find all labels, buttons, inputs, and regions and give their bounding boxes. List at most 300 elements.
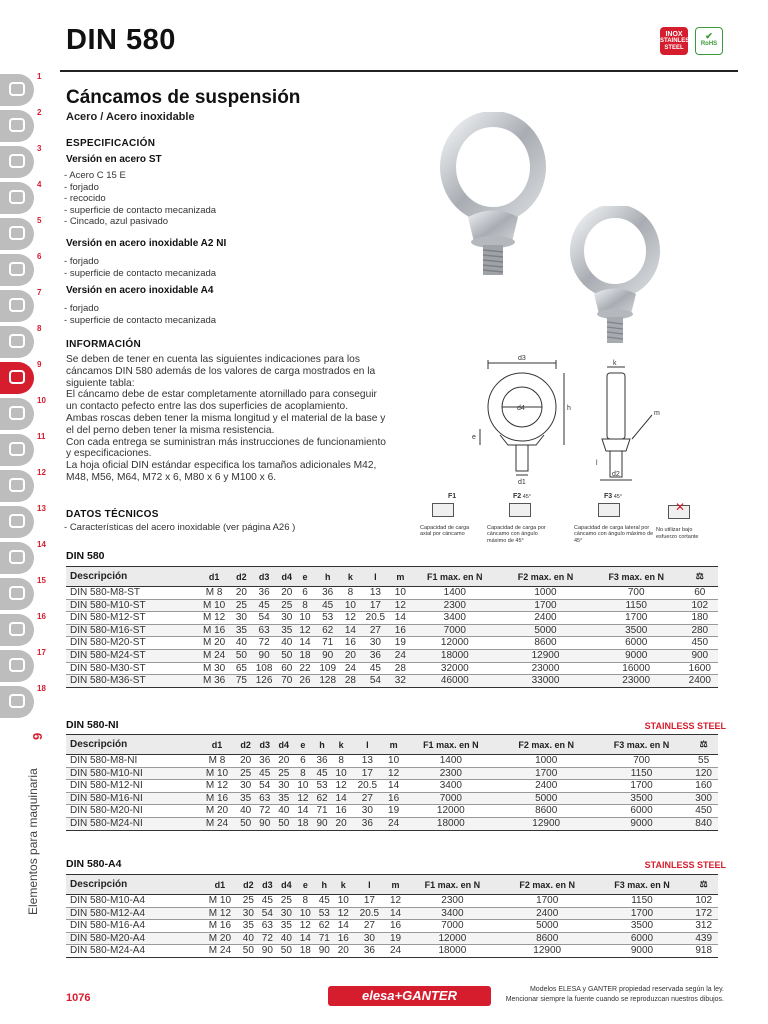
category-icon [9,550,25,564]
sidenav-tab-13[interactable] [0,504,46,540]
table-cell: 8 [296,599,314,612]
v2-list [64,256,216,279]
table-cell: 280 [682,624,718,637]
load-text-f3: Capacidad de carga lateral por cáncamo con ángulo máximo de 45° [574,524,654,544]
copyright-note [494,985,724,1005]
sidenav-tab-9[interactable] [0,360,40,396]
table-cell: 72 [255,805,274,818]
column-header: e [296,567,314,587]
sidenav-tab-1[interactable] [0,72,40,108]
table-cell: 2300 [409,599,500,612]
table-cell: 102 [689,895,718,908]
table-cell: 5000 [500,624,591,637]
table-row [66,755,718,768]
table-cell: 1150 [594,767,689,780]
tab-number: 1 [37,72,42,81]
table-cell: 20 [332,817,351,830]
table-cell: 28 [391,662,409,675]
inox-badge-label: INOX [665,31,683,38]
table-cell: 50 [236,817,255,830]
dim-m: m [654,410,660,417]
table-cell: M 8 [196,587,232,600]
load-icon-angle [487,494,555,544]
table-cell: 18000 [405,945,500,958]
column-header: ⚖ [689,735,718,755]
table-row [66,767,718,780]
table-cell: 14 [334,920,353,933]
table-cell: 24 [391,649,409,662]
sidenav-tab-14[interactable] [0,540,46,576]
table-row [66,805,718,818]
tech-title: DATOS TÉCNICOS [66,509,159,520]
table-din580-a4 [66,874,718,958]
table-cell: 36 [312,755,331,768]
column-header: m [386,875,405,895]
table-cell: 312 [689,920,718,933]
table-cell: 71 [312,805,331,818]
table-cell: M 20 [201,932,239,945]
table-cell: 53 [312,780,331,793]
inox-badge-line3: STEEL [664,45,684,51]
table-cell: 75 [232,675,250,688]
column-header: l [351,735,384,755]
brand-logo: elesa+GANTER [328,986,491,1006]
page-title: DIN 580 [66,24,176,56]
table-cell: 7000 [403,792,498,805]
sidenav-tab-7[interactable] [0,288,40,324]
table-cell: 8 [341,587,359,600]
tab-number: 10 [37,396,46,405]
tab-number: 3 [37,144,42,153]
category-icon [9,406,25,420]
table-cell: 2400 [500,612,591,625]
table-cell: 10 [296,612,314,625]
info-line: Ambas roscas deben tener la misma longitud y el material de la base y el del perno deben tener la misma resistencia. [66,412,386,436]
sidenav-tab-18[interactable] [0,684,46,720]
info-line: Se deben de tener en cuenta las siguientes indicaciones para los cáncamos DIN 580 además de los valores de carga mostrados en la siguiente tabla: [66,354,376,389]
category-icon [9,370,25,384]
load-label-f1: F1 [448,493,457,500]
table-cell: 35 [274,792,293,805]
table-cell: 16 [332,805,351,818]
table-title-st: DIN 580 [66,550,105,562]
table-cell: 30 [236,780,255,793]
table-cell: 30 [232,612,250,625]
table-cell: 12 [334,907,353,920]
category-icon [9,622,25,636]
table-cell: 90 [255,817,274,830]
table-cell: 60 [278,662,296,675]
table-cell: 12 [296,624,314,637]
table-cell: 840 [689,817,718,830]
column-header: d4 [274,735,293,755]
table-cell: 10 [293,780,312,793]
table-cell: 40 [277,932,296,945]
dim-h: h [567,405,571,412]
table-cell: 17 [359,599,391,612]
category-icon [9,226,25,240]
table-row [66,587,718,600]
column-header: h [314,567,341,587]
dim-d4: d4 [517,405,525,412]
table-cell: M 10 [198,767,236,780]
table-cell: M 12 [198,780,236,793]
table-cell: 40 [232,637,250,650]
table-cell: 65 [232,662,250,675]
table-cell: 20 [236,755,255,768]
info-line: Con cada entrega se suministran más instrucciones de funcionamiento y especificaciones. [66,436,386,460]
table-cell: 20 [274,755,293,768]
sidenav-tab-2[interactable] [0,108,40,144]
sidenav-tab-15[interactable] [0,576,46,612]
sidenav-tab-12[interactable] [0,468,46,504]
table-cell: M 16 [198,792,236,805]
column-header: m [391,567,409,587]
table-cell: 50 [232,649,250,662]
table-cell: DIN 580-M20-ST [66,637,196,650]
table-cell: 1150 [595,895,690,908]
table-cell: 25 [232,599,250,612]
table-cell: 63 [250,624,277,637]
table-cell: 6000 [595,932,690,945]
info-line: El cáncamo debe de estar completamente atornillado para conseguir un contacto pefecto entre las dos superficies de acoplamiento. [66,389,377,413]
dim-k: k [613,360,617,367]
table-cell: 35 [277,920,296,933]
table-cell: 18 [296,649,314,662]
table-cell: 63 [258,920,277,933]
table-cell: 40 [274,805,293,818]
load-text-f1: Capacidad de carga axial por cáncamo [420,524,470,537]
column-header: d2 [239,875,258,895]
table-cell: 35 [278,624,296,637]
table-cell: 12 [384,767,403,780]
table-cell: 45 [312,767,331,780]
tab-number: 4 [37,180,42,189]
table-cell: 63 [255,792,274,805]
table-cell: 71 [315,932,334,945]
sidenav-tab-5[interactable] [0,216,40,252]
table-cell: 3400 [405,907,500,920]
table-title-ni: DIN 580-NI [66,719,119,731]
table-cell: 700 [594,755,689,768]
stainless-tag-a4: STAINLESS STEEL [644,860,726,870]
lateral-load-icon [598,503,620,517]
check-icon: ✔ [705,31,713,41]
table-cell: DIN 580-M16-ST [66,624,196,637]
table-row [66,932,718,945]
angled-load-icon [509,503,531,517]
table-cell: 18 [293,817,312,830]
table-header-row [66,567,718,587]
table-row [66,612,718,625]
table-cell: M 16 [201,920,239,933]
table-cell: 1700 [591,612,682,625]
column-header: F3 max. en N [595,875,690,895]
table-cell: 53 [314,612,341,625]
table-row [66,624,718,637]
table-cell: 30 [277,907,296,920]
category-icon [9,154,25,168]
list-item: - Cincado, azul pasivado [64,216,216,228]
table-cell: 900 [682,649,718,662]
tech-list [64,522,295,534]
table-cell: M 36 [196,675,232,688]
sidenav-tab-10[interactable] [0,396,46,432]
table-cell: 8600 [500,932,595,945]
info-title: INFORMACIÓN [66,339,141,350]
table-cell: 27 [353,920,386,933]
table-cell: 35 [236,792,255,805]
table-cell: 7000 [405,920,500,933]
table-cell: 14 [391,612,409,625]
rohs-badge [695,27,723,55]
table-cell: 1700 [595,907,690,920]
tab-number: 7 [37,288,42,297]
column-header: F2 max. en N [500,567,591,587]
category-icon [9,478,25,492]
list-item: - superficie de contacto mecanizada [64,268,216,280]
table-cell: M 12 [196,612,232,625]
table-header-row [66,735,718,755]
table-cell: 20 [334,945,353,958]
table-cell: 13 [359,587,391,600]
table-cell: 108 [250,662,277,675]
inox-badge [660,27,694,55]
category-icon [9,586,25,600]
table-cell: 1600 [682,662,718,675]
table-cell: DIN 580-M30-ST [66,662,196,675]
table-cell: 1000 [499,755,594,768]
column-header: m [384,735,403,755]
table-cell: 16 [384,792,403,805]
table-cell: 30 [353,932,386,945]
table-cell: 3500 [591,624,682,637]
column-header: F3 max. en N [591,567,682,587]
table-cell: 90 [250,649,277,662]
dim-l: l [596,460,598,467]
table-cell: 14 [386,907,405,920]
table-cell: M 24 [198,817,236,830]
table-cell: M 30 [196,662,232,675]
table-cell: DIN 580-M8-ST [66,587,196,600]
table-cell: M 10 [201,895,239,908]
column-header: F1 max. en N [409,567,500,587]
sidenav-tab-4[interactable] [0,180,40,216]
column-header: d4 [278,567,296,587]
column-header: d4 [277,875,296,895]
technical-drawing [462,355,692,485]
table-cell: 36 [314,587,341,600]
tab-number: 18 [37,684,46,693]
table-row [66,780,718,793]
table-cell: 10 [296,907,315,920]
section-number: 9 [30,732,45,740]
column-header: e [293,735,312,755]
table-cell: 23000 [591,675,682,688]
sidenav-tab-6[interactable] [0,252,40,288]
table-cell: DIN 580-M24-A4 [66,945,201,958]
table-cell: M 20 [196,637,232,650]
table-cell: 10 [384,755,403,768]
table-row [66,792,718,805]
table-cell: 36 [353,945,386,958]
column-header: d1 [198,735,236,755]
table-cell: 17 [351,767,384,780]
v3-title: Versión en acero inoxidable A4 [66,285,214,296]
tab-number: 9 [37,360,42,369]
table-cell: 12000 [405,932,500,945]
sidenav-tab-17[interactable] [0,648,46,684]
table-cell: 1400 [403,755,498,768]
sidenav-tab-8[interactable] [0,324,40,360]
table-cell: 9000 [595,945,690,958]
dim-d1: d1 [518,479,526,485]
table-cell: 18 [296,945,315,958]
tab-number: 12 [37,468,46,477]
table-cell: 109 [314,662,341,675]
sidenav-tab-11[interactable] [0,432,46,468]
sidenav-tab-16[interactable] [0,612,46,648]
table-cell: 53 [315,907,334,920]
table-cell: M 10 [196,599,232,612]
rohs-badge-label: RoHS [700,41,718,47]
table-cell: 70 [278,675,296,688]
table-cell: 2300 [403,767,498,780]
column-header: l [353,875,386,895]
table-cell: 12 [296,920,315,933]
table-cell: 27 [359,624,391,637]
table-cell: 12000 [403,805,498,818]
column-header: d2 [232,567,250,587]
table-header-row [66,875,718,895]
table-cell: 6000 [591,637,682,650]
inox-badge-line2: STAINLESS [660,38,694,44]
load-icon-shear [656,494,706,540]
table-cell: DIN 580-M10-A4 [66,895,201,908]
spec-title: ESPECIFICACIÓN [66,138,156,149]
table-cell: 45 [250,599,277,612]
load-label-f3: F3 [604,493,613,500]
table-cell: 918 [689,945,718,958]
v2-title: Versión en acero inoxidable A2 NI [66,238,227,249]
column-header: Descripción [66,735,198,755]
table-cell: 8 [332,755,351,768]
table-cell: 35 [232,624,250,637]
table-cell: 14 [332,792,351,805]
table-cell: 20.5 [359,612,391,625]
table-cell: M 20 [198,805,236,818]
table-cell: 16 [391,624,409,637]
dim-d3: d3 [518,355,526,362]
table-cell: 3400 [403,780,498,793]
table-cell: 35 [239,920,258,933]
table-cell: 24 [386,945,405,958]
tab-number: 17 [37,648,46,657]
table-cell: 62 [314,624,341,637]
load-label-f2: F2 [513,493,522,500]
column-header: h [312,735,331,755]
column-header: F1 max. en N [405,875,500,895]
table-row [66,649,718,662]
info-text [66,354,386,484]
table-cell: 18000 [409,649,500,662]
category-icon [9,442,25,456]
list-item: - superficie de contacto mecanizada [64,315,216,327]
table-cell: 62 [312,792,331,805]
column-header: k [332,735,351,755]
load-text-f2: Capacidad de carga por cáncamo con ángulo máximo de 45° [487,524,546,544]
table-cell: 30 [278,612,296,625]
table-cell: 1700 [594,780,689,793]
table-cell: 60 [682,587,718,600]
table-cell: 700 [591,587,682,600]
table-cell: 54 [258,907,277,920]
table-cell: 160 [689,780,718,793]
table-cell: 90 [258,945,277,958]
table-cell: 14 [296,637,314,650]
table-cell: 450 [682,637,718,650]
table-cell: 46000 [409,675,500,688]
table-cell: 120 [689,767,718,780]
header-rule [60,70,738,72]
table-cell: 9000 [594,817,689,830]
table-cell: 25 [274,767,293,780]
table-cell: 24 [341,662,359,675]
table-cell: 45 [315,895,334,908]
category-icon [9,118,25,132]
table-cell: 300 [689,792,718,805]
table-cell: 36 [255,755,274,768]
column-header: F3 max. en N [594,735,689,755]
copyright-line1: Modelos ELESA y GANTER propiedad reservada según la ley. [529,986,724,993]
table-cell: 1700 [499,767,594,780]
table-cell: M 8 [198,755,236,768]
table-cell: 33000 [500,675,591,688]
table-cell: DIN 580-M12-NI [66,780,198,793]
load-icon-axial [420,494,476,538]
table-cell: 5000 [500,920,595,933]
sidenav-tab-3[interactable] [0,144,40,180]
table-cell: DIN 580-M36-ST [66,675,196,688]
table-cell: 20.5 [353,907,386,920]
table-cell: 36 [351,817,384,830]
column-header: l [359,567,391,587]
category-sidenav [0,72,46,720]
table-cell: 14 [293,805,312,818]
table-row [66,945,718,958]
eyebolt-photo-front [428,112,558,287]
load-angle-f3: 45° [613,494,623,500]
table-cell: 20 [232,587,250,600]
tab-number: 14 [37,540,46,549]
table-cell: 14 [341,624,359,637]
v1-title: Versión en acero ST [66,154,162,165]
column-header: d3 [255,735,274,755]
list-item: - forjado [64,256,216,268]
table-cell: DIN 580-M16-NI [66,792,198,805]
v1-list [64,170,216,228]
table-cell: 25 [239,895,258,908]
table-cell: 3500 [595,920,690,933]
table-cell: 12900 [499,817,594,830]
table-cell: 72 [258,932,277,945]
table-cell: 72 [250,637,277,650]
table-cell: 10 [332,767,351,780]
table-cell: 90 [312,817,331,830]
table-cell: 2400 [500,907,595,920]
tab-number: 11 [37,432,46,441]
table-cell: 45 [314,599,341,612]
